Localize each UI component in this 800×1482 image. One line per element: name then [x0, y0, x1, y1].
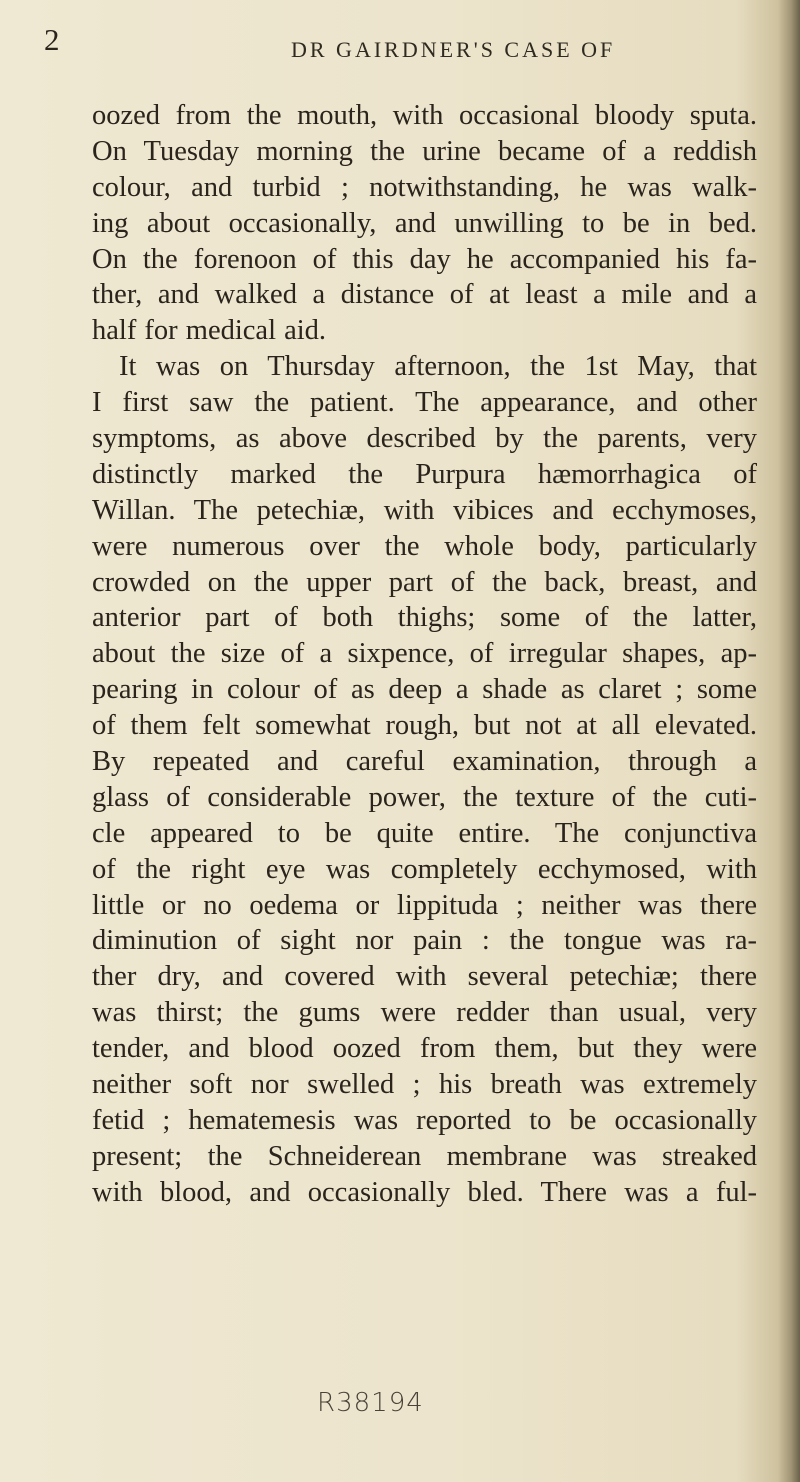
text-line: tender, and blood oozed from them, but they were [92, 1033, 757, 1065]
text-line: colour, and turbid ; notwithstanding, he was walk- [92, 171, 757, 203]
text-line: diminution of sight nor pain : the tongue was ra- [92, 925, 757, 957]
text-line: was thirst; the gums were redder than usual, very [92, 997, 757, 1029]
text-line: Willan. The petechiæ, with vibices and ecchymoses, [92, 494, 757, 526]
text-line: By repeated and careful examination, through a [92, 746, 757, 778]
library-shelfmark: R38194 [317, 1388, 424, 1418]
page-edge-shadow [778, 0, 800, 1482]
text-line: about the size of a sixpence, of irregular shapes, ap- [92, 638, 757, 670]
text-line: little or no oedema or lippituda ; neither was there [92, 889, 757, 921]
text-line: crowded on the upper part of the back, breast, and [92, 566, 757, 598]
text-line: glass of considerable power, the texture of the cuti- [92, 781, 757, 813]
text-line: half for medical aid. [92, 315, 327, 347]
text-line: present; the Schneiderean membrane was streaked [92, 1140, 757, 1172]
text-line: anterior part of both thighs; some of the latter, [92, 602, 757, 634]
text-line: fetid ; hematemesis was reported to be occasionally [92, 1104, 757, 1136]
running-title: DR GAIRDNER'S CASE OF [291, 37, 616, 62]
text-line: ing about occasionally, and unwilling to be in bed. [92, 207, 757, 239]
text-line: of the right eye was completely ecchymosed, with [92, 853, 757, 885]
text-line: of them felt somewhat rough, but not at all elevated. [92, 710, 757, 742]
text-line: On Tuesday morning the urine became of a reddish [92, 135, 757, 167]
text-line: symptoms, as above described by the parents, very [92, 423, 757, 455]
text-line: distinctly marked the Purpura hæmorrhagica of [92, 458, 757, 490]
text-line: On the forenoon of this day he accompanied his fa- [92, 243, 757, 275]
text-line: pearing in colour of as deep a shade as claret ; some [92, 674, 757, 706]
text-line: I first saw the patient. The appearance, and other [92, 387, 757, 419]
page-number: 2 [44, 22, 60, 57]
text-line: oozed from the mouth, with occasional bloody sputa. [92, 100, 757, 131]
text-line: ther, and walked a distance of at least a mile and a [92, 279, 757, 311]
text-line: neither soft nor swelled ; his breath was extremely [92, 1069, 757, 1101]
text-line: with blood, and occasionally bled. There was a ful- [92, 1176, 757, 1208]
text-line: It was on Thursday afternoon, the 1st May, that [119, 351, 757, 383]
text-line: cle appeared to be quite entire. The conjunctiva [92, 817, 757, 849]
text-line: ther dry, and covered with several petechiæ; there [92, 961, 757, 993]
text-line: were numerous over the whole body, particularly [92, 530, 757, 562]
body-text [92, 98, 757, 1211]
